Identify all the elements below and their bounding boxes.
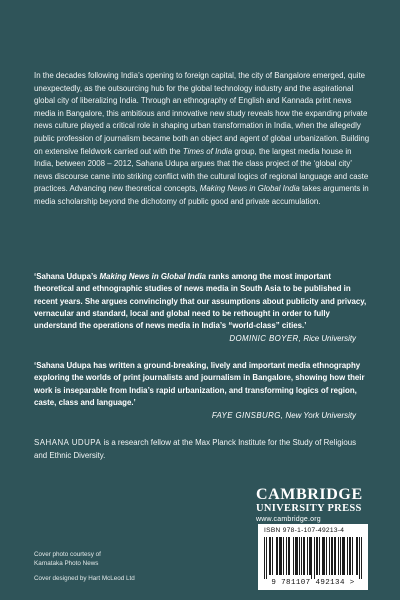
photo-credit	[34, 550, 101, 568]
publisher-name-line2: UNIVERSITY PRESS	[256, 503, 362, 514]
barcode-bar	[359, 537, 360, 579]
book-description	[34, 70, 370, 209]
barcode-bar	[289, 537, 290, 575]
photo-credit-line1: Cover photo courtesy of	[34, 551, 101, 558]
barcode-bar	[324, 537, 325, 575]
design-credit: Cover designed by Hart McLeod Ltd	[34, 575, 135, 582]
endorser-affiliation: Rice University	[301, 334, 356, 344]
isbn-barcode-block	[258, 524, 368, 590]
barcode-bar	[283, 537, 284, 575]
author-bio-text: is a research fellow at the Max Planck Institute for the Study of Religious and Ethnic Diversity.	[34, 438, 357, 460]
barcode-bar	[347, 537, 348, 575]
barcode-bar	[311, 537, 312, 579]
barcode-bar	[317, 537, 318, 575]
endorser-name: FAYE GINSBURG,	[211, 411, 284, 421]
endorsement-text: ‘Sahana Udupa has written a ground-breaking, lively and important media ethnography exploring the worlds of print journalists and journalism in Bangalore, showing how their work is inseparable from India’s rapid urbanization, and transforming logics of region, caste, class and language.’	[34, 361, 365, 407]
barcode-bar	[310, 537, 311, 575]
barcode-bar	[322, 537, 323, 575]
barcode-bar	[340, 537, 341, 575]
barcode-bar	[303, 537, 304, 575]
barcode-bar	[270, 537, 271, 575]
endorsement-text: ‘Sahana Udupa’s Making News in Global India ranks among the most important theoretical and ethnographic studies of news media in South Asia to be published in recent years. She argues convincingly that our assumptions about publicity and privacy, vernacular and standard, local and global need to be rethought in order to fully understand the operations of news media in India’s “world-class” cities.’	[34, 272, 367, 331]
author-name: SAHANA UDUPA	[34, 438, 102, 447]
barcode-bar	[269, 537, 270, 575]
barcode-bar	[304, 537, 305, 575]
barcode-bar	[319, 537, 320, 575]
barcode-bar	[349, 537, 350, 575]
barcode-bar	[329, 537, 330, 575]
barcode-bar	[361, 537, 362, 579]
barcode-bar	[272, 537, 273, 575]
barcode-bar	[332, 537, 333, 575]
publisher-url: www.cambridge.org	[256, 516, 321, 523]
barcode-bar	[301, 537, 302, 575]
barcode	[264, 537, 362, 579]
barcode-bar	[295, 537, 296, 575]
barcode-bar	[288, 537, 289, 575]
barcode-bar	[356, 537, 357, 575]
barcode-bar	[299, 537, 300, 575]
barcode-bar	[280, 537, 281, 575]
barcode-bar	[338, 537, 339, 575]
barcode-bar	[309, 537, 310, 575]
publisher-name-line1: CAMBRIDGE	[256, 486, 363, 503]
barcode-bar	[314, 537, 315, 579]
barcode-bar	[331, 537, 332, 575]
barcode-bar	[352, 537, 353, 575]
description-title-times-of-india: Times of India	[182, 146, 233, 156]
barcode-bar	[276, 537, 277, 575]
barcode-bar	[279, 537, 280, 575]
barcode-bar	[344, 537, 345, 575]
endorser-name: DOMINIC BOYER,	[229, 334, 302, 344]
isbn-label: ISBN 978-1-107-49213-4	[264, 527, 345, 534]
endorser-affiliation: New York University	[283, 411, 356, 421]
barcode-bar	[266, 537, 267, 579]
barcode-bar	[316, 537, 317, 575]
barcode-bar	[334, 537, 335, 575]
barcode-bar	[293, 537, 294, 575]
barcode-bar	[342, 537, 343, 575]
description-paragraph: In the decades following India’s opening to foreign capital, the city of Bangalore emerged, quite unexpectedly, as the outsourcing hub for the global technology industry and the aspirational global city of liberalizing India. Through an ethnography of English and Kannada print news media in Bangalore, this ambitious and innovative new study reveals how the expanding private news culture played a critical role in shaping urban transformation in India, when the allegedly public profession of journalism became both an object and agent of global urbanization. Building on extensive fieldwork carried out with the Times of India group, the largest media house in India, between 2008 – 2012, Sahana Udupa argues that the class project of the ‘global city’ news discourse came into striking conflict with the cultural logics of regional language and caste practices. Advancing new theoretical concepts, Making News in Global India takes arguments in media scholarship beyond the dichotomy of public good and private accumulation.	[34, 71, 370, 206]
barcode-bar	[343, 537, 344, 575]
endorsement-book-title: Making News in Global India	[99, 272, 207, 281]
barcode-bar	[281, 537, 282, 575]
endorsement-ginsburg	[34, 360, 370, 422]
barcode-bar	[323, 537, 324, 575]
barcode-bar	[350, 537, 351, 575]
barcode-bar	[277, 537, 278, 575]
barcode-bar	[286, 537, 287, 575]
photo-credit-line2: Karnataka Photo News	[34, 560, 99, 567]
author-bio	[34, 437, 370, 462]
barcode-bar	[326, 537, 327, 575]
barcode-bar	[297, 537, 298, 575]
barcode-bar	[264, 537, 265, 579]
endorsement-boyer	[34, 271, 370, 346]
publisher-logo	[256, 486, 370, 525]
endorsement-attribution	[34, 410, 370, 422]
description-book-title: Making News in Global India	[199, 184, 300, 194]
barcode-digits: 9 781107 492134 >	[271, 579, 355, 587]
barcode-bar	[357, 537, 358, 575]
barcode-bar	[307, 537, 308, 575]
barcode-bar	[296, 537, 297, 575]
barcode-bar	[335, 537, 336, 575]
endorsement-attribution	[34, 333, 370, 345]
